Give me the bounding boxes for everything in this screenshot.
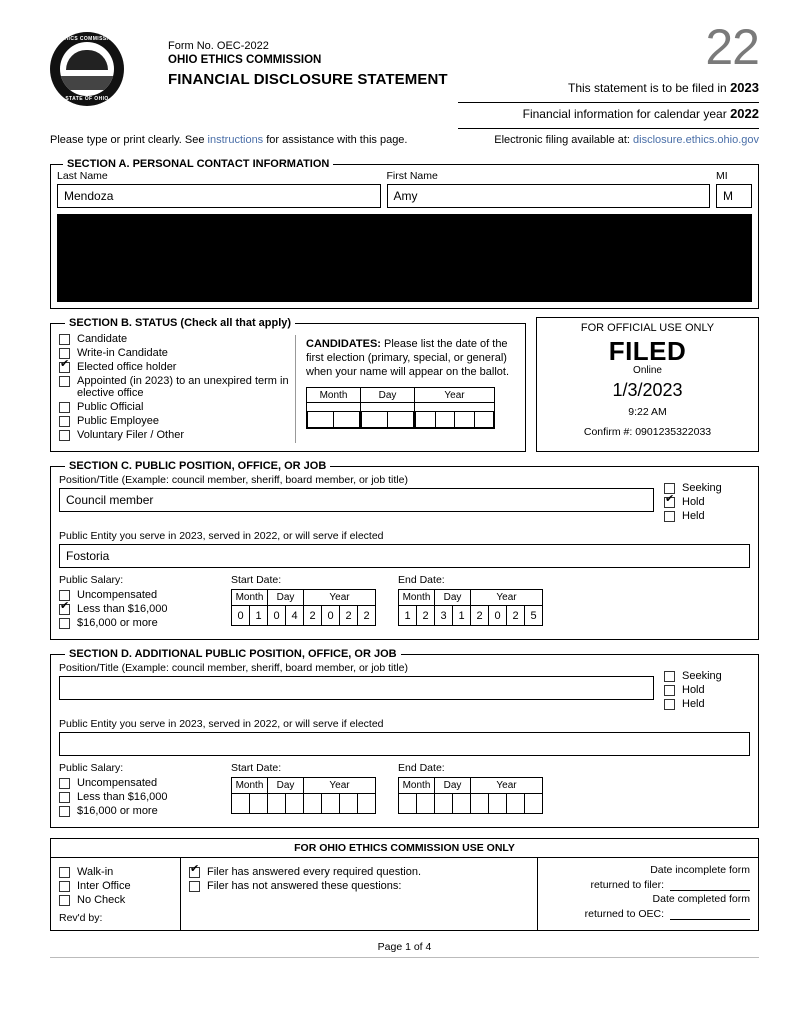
section-d-start-date-title: Start Date:	[231, 762, 282, 774]
start-day-header: Day	[268, 590, 304, 606]
section-d-legend: SECTION D. ADDITIONAL PUBLIC POSITION, OFFICE, OR JOB	[69, 648, 397, 660]
section-b-divider	[295, 335, 296, 443]
section-d-seeking-group	[664, 662, 750, 712]
filed-in-year: 2023	[730, 80, 759, 95]
start-year-cell[interactable]: 2	[304, 606, 322, 626]
filed-method: Online	[633, 365, 662, 376]
section-c-salary-label: Less than $16,000	[77, 603, 168, 615]
end-day-cell[interactable]: 1	[453, 606, 471, 626]
middle-initial-input[interactable]: M	[716, 184, 752, 208]
checkbox-icon[interactable]	[189, 881, 200, 892]
checkbox-checked-icon[interactable]	[189, 867, 200, 878]
end-month-header: Month	[399, 590, 435, 606]
oec-date-label: Date incomplete form	[650, 864, 750, 876]
filed-date: 1/3/2023	[612, 380, 683, 400]
section-c-salary-uncompensated[interactable]	[59, 589, 209, 601]
start-day-cell[interactable]	[286, 794, 304, 814]
start-month-header: Month	[232, 778, 268, 794]
last-name-label: Last Name	[57, 170, 108, 182]
status-option-candidate[interactable]	[59, 333, 289, 345]
election-date-table[interactable]	[306, 387, 495, 429]
filed-in-text: This statement is to be filed in	[567, 81, 727, 95]
oec-option-label: No Check	[77, 894, 126, 906]
section-c-start-date-title: Start Date:	[231, 574, 282, 586]
seal-bottom-text: STATE OF OHIO	[65, 96, 109, 102]
section-d-option-label: Hold	[682, 684, 705, 696]
section-d-option-seeking[interactable]	[664, 670, 750, 682]
section-d-end-date	[398, 762, 543, 819]
status-option-voluntary-filer[interactable]	[59, 429, 289, 441]
candidates-instructions	[306, 331, 517, 443]
end-year-cell[interactable]	[471, 794, 489, 814]
oec-answer-label: Filer has answered every required question.	[207, 866, 422, 878]
print-clearly-note	[50, 134, 407, 146]
end-month-cell[interactable]	[417, 794, 435, 814]
start-year-cell[interactable]: 0	[322, 606, 340, 626]
start-year-cell[interactable]: 2	[358, 606, 376, 626]
section-c-option-label: Seeking	[682, 482, 722, 494]
oec-date-input[interactable]	[670, 907, 750, 920]
checkbox-icon[interactable]	[59, 778, 70, 789]
first-name-input[interactable]: Amy	[387, 184, 711, 208]
section-c-legend: SECTION C. PUBLIC POSITION, OFFICE, OR JOB	[69, 460, 327, 472]
section-c-entity-input[interactable]: Fostoria	[59, 544, 750, 568]
section-d-position-label: Position/Title (Example: council member, sheriff, board member, or job title)	[59, 662, 408, 674]
oec-option-label: Walk-in	[77, 866, 114, 878]
agency-name: OHIO ETHICS COMMISSION	[168, 54, 322, 66]
filed-in-line	[568, 80, 759, 95]
checkbox-icon[interactable]	[664, 685, 675, 696]
instructions-row	[50, 134, 759, 150]
section-d-position-input[interactable]	[59, 676, 654, 700]
oec-option-label: Inter Office	[77, 880, 131, 892]
footer-divider	[50, 957, 759, 958]
electronic-filing-note	[494, 134, 759, 146]
candidates-text: Please list the date of the first election (primary, special, or general) when your name will appear on the ballot.	[306, 338, 510, 378]
section-d-salary-label: Uncompensated	[77, 777, 158, 789]
section-c-start-date	[231, 574, 376, 631]
seal-top-text: ETHICS COMMISSION	[57, 36, 117, 42]
status-option-label: Appointed (in 2023) to an unexpired term in elective office	[77, 375, 289, 399]
oec-use-title: FOR OHIO ETHICS COMMISSION USE ONLY	[51, 839, 758, 858]
start-month-cell[interactable]	[250, 794, 268, 814]
section-a-legend: SECTION A. PERSONAL CONTACT INFORMATION	[67, 158, 330, 170]
start-month-cell[interactable]	[232, 794, 250, 814]
end-year-header: Year	[471, 778, 543, 794]
section-d-option-held[interactable]	[664, 698, 750, 710]
checkbox-icon[interactable]	[59, 881, 70, 892]
section-c-option-hold[interactable]	[664, 496, 750, 508]
ohio-ethics-commission-seal-icon	[50, 32, 124, 106]
document-title: FINANCIAL DISCLOSURE STATEMENT	[168, 71, 448, 88]
start-day-cell[interactable]: 0	[268, 606, 286, 626]
checkbox-icon[interactable]	[664, 699, 675, 710]
last-name-input[interactable]: Mendoza	[57, 184, 381, 208]
instructions-link[interactable]: instructions	[207, 134, 264, 146]
end-day-header: Day	[435, 778, 471, 794]
middle-initial-label: MI	[716, 170, 728, 182]
end-year-cell[interactable]: 2	[471, 606, 489, 626]
end-year-header: Year	[471, 590, 543, 606]
checkbox-icon[interactable]	[664, 671, 675, 682]
form-header	[50, 18, 759, 121]
section-c-salary-16000-or-more[interactable]	[59, 617, 209, 629]
status-option-public-employee[interactable]	[59, 415, 289, 427]
end-month-cell[interactable]: 1	[399, 606, 417, 626]
oec-use-only-panel	[50, 838, 759, 931]
section-a-name-row	[57, 170, 752, 208]
status-option-label: Public Employee	[77, 415, 159, 427]
status-checkbox-list	[59, 331, 289, 443]
section-c	[50, 460, 759, 640]
end-day-header: Day	[435, 590, 471, 606]
year-watermark: 22	[705, 19, 759, 75]
section-c-salary-less-than-16000[interactable]	[59, 603, 209, 615]
election-day-header: Day	[361, 388, 415, 403]
page-footer	[50, 941, 759, 958]
election-year-cell[interactable]	[435, 412, 455, 428]
section-d-option-hold[interactable]	[664, 684, 750, 696]
end-day-cell[interactable]	[453, 794, 471, 814]
section-d	[50, 648, 759, 828]
start-year-header: Year	[304, 590, 376, 606]
oec-date-label: returned to OEC:	[584, 908, 664, 920]
status-option-label: Write-in Candidate	[77, 347, 168, 359]
start-day-header: Day	[268, 778, 304, 794]
section-d-salary-label: $16,000 or more	[77, 805, 158, 817]
checkbox-checked-icon[interactable]	[59, 604, 70, 615]
start-day-cell[interactable]	[268, 794, 286, 814]
section-c-option-label: Held	[682, 510, 705, 522]
election-day-cell[interactable]	[362, 412, 388, 428]
section-c-option-label: Hold	[682, 496, 705, 508]
section-c-salary-label: Uncompensated	[77, 589, 158, 601]
candidates-title: CANDIDATES:	[306, 338, 381, 350]
section-d-salary-group	[59, 762, 209, 819]
checkbox-checked-icon[interactable]	[59, 362, 70, 373]
end-year-cell[interactable]	[489, 794, 507, 814]
end-year-cell[interactable]: 5	[525, 606, 543, 626]
efiling-label: Electronic filing available at:	[494, 134, 634, 146]
first-name-label: First Name	[386, 170, 438, 182]
section-b-row	[50, 317, 759, 452]
section-d-start-date	[231, 762, 376, 819]
status-option-elected-office-holder[interactable]	[59, 361, 289, 373]
oec-delivery-options	[51, 858, 181, 930]
filed-time: 9:22 AM	[628, 406, 667, 418]
end-day-cell[interactable]: 3	[435, 606, 453, 626]
page-number: Page 1 of 4	[377, 941, 432, 953]
end-year-cell[interactable]: 2	[507, 606, 525, 626]
election-day-cell[interactable]	[388, 412, 414, 428]
section-d-salary-label: Less than $16,000	[77, 791, 168, 803]
calendar-year-value: 2022	[730, 106, 759, 121]
election-year-cell[interactable]	[416, 412, 436, 428]
checkbox-icon[interactable]	[59, 806, 70, 817]
status-option-write-in-candidate[interactable]	[59, 347, 289, 359]
section-d-salary-16000-or-more[interactable]	[59, 805, 209, 817]
header-divider-2	[458, 128, 759, 129]
election-year-cell[interactable]	[474, 412, 494, 428]
section-d-entity-input[interactable]	[59, 732, 750, 756]
status-option-label: Public Official	[77, 401, 144, 413]
start-month-cell[interactable]: 1	[250, 606, 268, 626]
oec-answer-label: Filer has not answered these questions:	[207, 880, 402, 892]
section-b-legend: SECTION B. STATUS (Check all that apply)	[69, 317, 292, 329]
calendar-year-line	[523, 106, 759, 121]
section-c-option-seeking[interactable]	[664, 482, 750, 494]
received-by-label: Rev'd by:	[59, 912, 103, 924]
end-day-cell[interactable]	[435, 794, 453, 814]
section-c-end-date	[398, 574, 543, 631]
start-year-cell[interactable]	[322, 794, 340, 814]
oec-option-no-check[interactable]	[59, 894, 172, 906]
section-c-position-label: Position/Title (Example: council member, sheriff, board member, or job title)	[59, 474, 408, 486]
start-year-cell[interactable]	[340, 794, 358, 814]
start-year-header: Year	[304, 778, 376, 794]
oec-answer-options	[181, 858, 538, 930]
section-c-option-held[interactable]	[664, 510, 750, 522]
checkbox-icon[interactable]	[59, 867, 70, 878]
start-year-cell[interactable]: 2	[340, 606, 358, 626]
calendar-year-text: Financial information for calendar year	[522, 107, 727, 121]
section-d-entity-label: Public Entity you serve in 2023, served in 2022, or will serve if elected	[59, 718, 384, 730]
status-option-label: Elected office holder	[77, 361, 177, 373]
official-use-panel	[536, 317, 759, 452]
checkbox-icon[interactable]	[59, 402, 70, 413]
election-year-cell[interactable]	[455, 412, 475, 428]
section-c-position-input[interactable]: Council member	[59, 488, 654, 512]
oec-date-label: Date completed form	[652, 893, 750, 905]
section-c-salary-label: $16,000 or more	[77, 617, 158, 629]
checkbox-icon[interactable]	[59, 376, 70, 387]
checkbox-icon[interactable]	[59, 430, 70, 441]
checkbox-icon[interactable]	[59, 334, 70, 345]
filed-stamp: FILED	[608, 336, 687, 366]
oec-date-label: returned to filer:	[590, 879, 664, 891]
status-option-public-official[interactable]	[59, 401, 289, 413]
election-month-cell[interactable]	[334, 412, 360, 428]
end-month-cell[interactable]	[399, 794, 417, 814]
start-year-cell[interactable]	[358, 794, 376, 814]
checkbox-icon[interactable]	[664, 511, 675, 522]
status-option-appointed[interactable]	[59, 375, 289, 399]
section-d-salary-less-than-16000[interactable]	[59, 791, 209, 803]
section-b	[50, 317, 526, 452]
section-c-salary-group	[59, 574, 209, 631]
election-month-header: Month	[307, 388, 361, 403]
header-titles	[168, 40, 448, 88]
end-year-cell[interactable]	[507, 794, 525, 814]
checkbox-icon[interactable]	[59, 618, 70, 629]
section-c-seeking-group	[664, 474, 750, 524]
header-divider-1	[458, 102, 759, 103]
checkbox-checked-icon[interactable]	[664, 497, 675, 508]
start-month-header: Month	[232, 590, 268, 606]
oec-option-not-answered[interactable]	[189, 880, 529, 892]
official-use-title: FOR OFFICIAL USE ONLY	[580, 322, 715, 334]
section-a	[50, 158, 759, 309]
status-option-label: Candidate	[77, 333, 128, 345]
redacted-contact-block	[57, 214, 752, 302]
election-year-header: Year	[415, 388, 495, 403]
section-c-entity-label: Public Entity you serve in 2023, served in 2022, or will serve if elected	[59, 530, 384, 542]
start-day-cell[interactable]: 4	[286, 606, 304, 626]
status-option-label: Voluntary Filer / Other	[77, 429, 184, 441]
oec-option-answered-all[interactable]	[189, 866, 529, 878]
end-month-cell[interactable]: 2	[417, 606, 435, 626]
section-c-end-date-title: End Date:	[398, 574, 445, 586]
election-month-cell[interactable]	[308, 412, 334, 428]
checkbox-icon[interactable]	[59, 416, 70, 427]
end-year-cell[interactable]: 0	[489, 606, 507, 626]
section-d-end-date-title: End Date:	[398, 762, 445, 774]
efiling-link[interactable]: disclosure.ethics.ohio.gov	[633, 134, 759, 146]
instructions-text-1: Please type or print clearly. See	[50, 134, 208, 146]
confirmation-number: Confirm #: 0901235322033	[583, 426, 712, 438]
section-c-salary-title: Public Salary:	[59, 574, 124, 586]
instructions-text-2: for assistance with this page.	[263, 134, 408, 146]
checkbox-icon[interactable]	[59, 792, 70, 803]
oec-date-fields	[538, 858, 758, 930]
section-d-salary-title: Public Salary:	[59, 762, 124, 774]
section-d-option-label: Seeking	[682, 670, 722, 682]
start-year-cell[interactable]	[304, 794, 322, 814]
checkbox-icon[interactable]	[59, 895, 70, 906]
oec-option-inter-office[interactable]	[59, 880, 172, 892]
form-number: Form No. OEC-2022	[168, 40, 269, 52]
section-d-salary-uncompensated[interactable]	[59, 777, 209, 789]
end-month-header: Month	[399, 778, 435, 794]
oec-option-walk-in[interactable]	[59, 866, 172, 878]
section-d-option-label: Held	[682, 698, 705, 710]
end-year-cell[interactable]	[525, 794, 543, 814]
start-month-cell[interactable]: 0	[232, 606, 250, 626]
oec-date-input[interactable]	[670, 878, 750, 891]
